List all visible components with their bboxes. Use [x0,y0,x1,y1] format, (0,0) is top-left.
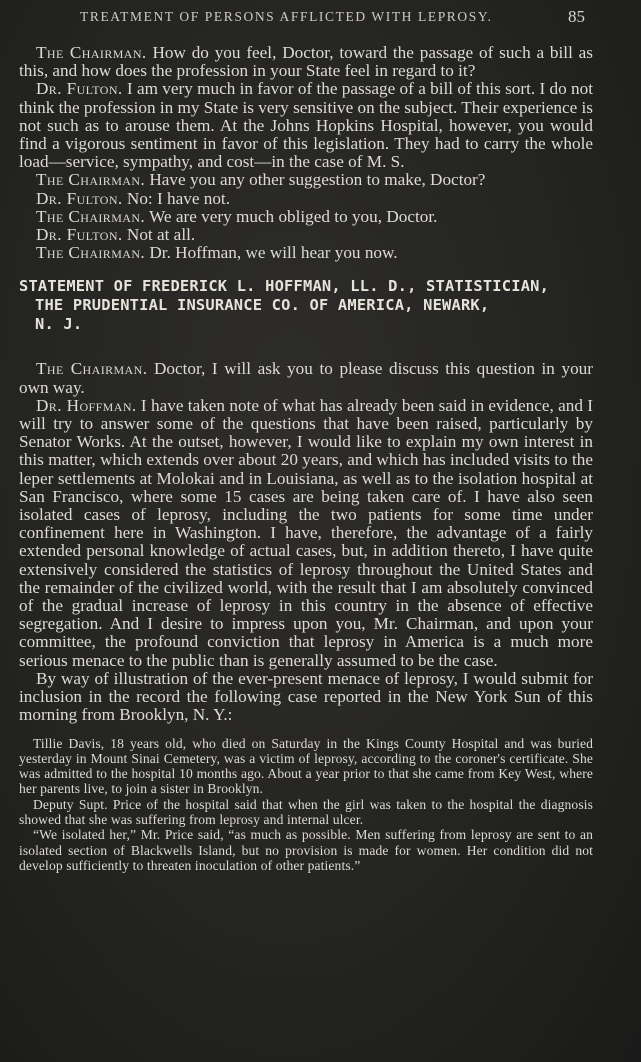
quoted-article [19,736,593,874]
speaker-name: Dr. Hoffman. [36,395,137,415]
speaker-name: Dr. Fulton. [36,188,123,208]
paragraph-text: I am very much in favor of the passage of a bill of this sort. I do not think the profession in my State is very sensitive on the subject. Their experience is not such as to arouse them. At the Johns Hopkins Hospital, however, you would find a vigorous sentiment in favor of this legislation. They had to carry the whole load—service, sympathy, and cost—in the case of M. S. [19,79,594,172]
paragraph [19,670,593,725]
paragraph-text: By way of illustration of the ever-present menace of leprosy, I would submit for inclusion in the record the following case reported in the New York Sun of this morning from Brooklyn, N. Y.: [19,668,593,725]
paragraph [19,190,593,208]
speaker-name: Dr. Fulton. [36,225,123,245]
paragraph [19,44,593,80]
paragraph-text: Dr. Hoffman, we will hear you now. [145,243,398,263]
quoted-paragraph: “We isolated her,” Mr. Price said, “as much as possible. Men suffering from leprosy are sent to an isolated section of Blackwells Island, but no provision is made for women. Her condition did not develop sufficiently to threaten inoculation of other patients.” [19,827,593,873]
statement-heading-line: N. J. [35,315,83,334]
speaker-name: Dr. Fulton. [36,79,123,99]
paragraph-text: I have taken note of what has already been said in evidence, and I will try to answer some of the questions that have been raised, particularly by Senator Works. At the outset, however, I would like to explain my own interest in this matter, which extends over about 20 years, and which has included visits to the leper settlements at Molokai and in Louisiana, as well as to the isolation hospital at San Francisco, where some 15 cases are being taken care of. I have also seen isolated cases of leprosy, including the two patients for some time under confinement here in Washington. I have, therefore, the advantage of a fairly extended personal knowledge of actual cases, but, in addition thereto, I have quite extensively considered the statistics of leprosy throughout the United States and the remainder of the civilized world, with the result that I am absolutely convinced of the gradual increase of leprosy in this country in the absence of effective segregation. And I desire to impress upon you, Mr. Chairman, and upon your committee, the profound conviction that leprosy in America is a much more serious menace to the public than is generally assumed to be the case. [19,395,593,670]
speaker-name: The Chairman. [36,359,148,379]
paragraph [19,244,593,262]
body-text [19,44,593,873]
section-spacer [19,334,593,360]
running-title: TREATMENT OF PERSONS AFFLICTED WITH LEPROSY. [80,9,493,24]
speaker-name: The Chairman. [36,43,147,62]
paragraph-text: Doctor, I will ask you to please discuss this question in your own way. [19,359,593,397]
paragraph [19,208,593,226]
paragraph [19,397,593,670]
paragraph [19,360,593,396]
speaker-name: The Chairman. [36,170,146,190]
page-number: 85 [568,7,585,26]
speaker-name: The Chairman. [36,243,146,263]
paragraph [19,226,593,244]
paragraph-text: Have you any other suggestion to make, Doctor? [145,170,486,190]
statement-heading-line: THE PRUDENTIAL INSURANCE CO. OF AMERICA, NEWARK, [35,296,490,315]
speaker-name: The Chairman. [36,206,146,226]
quoted-paragraph: Deputy Supt. Price of the hospital said that when the girl was taken to the hospital the diagnosis showed that she was suffering from leprosy and internal ulcer. [19,796,593,827]
quoted-paragraph: Tillie Davis, 18 years old, who died on Saturday in the Kings County Hospital and was buried yesterday in Mount Sinai Cemetery, was a victim of leprosy, according to the coroner's certificate. She was admitted to the hospital 10 months ago. About a year prior to that she came from Key West, where her parents live, to join a sister in Brooklyn. [19,735,593,797]
statement-heading [19,277,593,334]
paragraph-text: How do you feel, Doctor, toward the passage of such a bill as this, and how does the profession in your State feel in regard to it? [19,43,594,81]
running-head [0,9,641,31]
paragraph-text: Not at all. [122,225,196,245]
statement-heading-line: STATEMENT OF FREDERICK L. HOFFMAN, LL. D., STATISTICIAN, [19,277,550,296]
paragraph-text: We are very much obliged to you, Doctor. [145,206,438,226]
paragraph [19,80,593,171]
paragraph [19,171,593,189]
paragraph-text: No: I have not. [122,188,231,208]
